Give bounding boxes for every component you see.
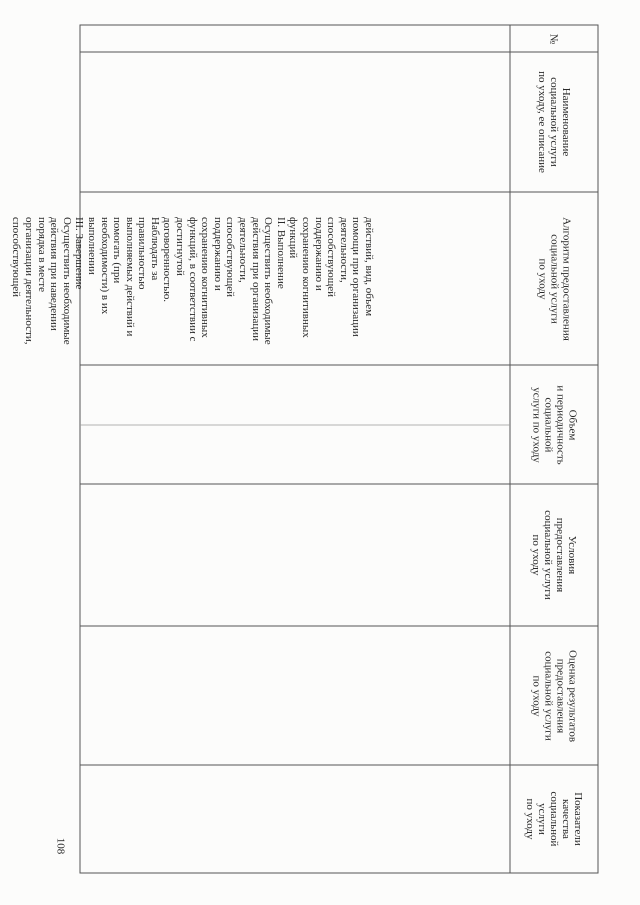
page-number: 108 <box>54 837 67 855</box>
header-conditions: Условия предоставления социальной услуги по уходу <box>530 510 578 600</box>
header-algorithm: Алгоритм предоставления социальной услуги по уходу <box>536 216 572 341</box>
header-name: Наименование социальной услуги по уходу, ее описание <box>536 71 572 173</box>
header-volume: Объем и периодичность социальной услуги по уходу <box>530 384 578 465</box>
header-evaluation: Оценка результатов предоставления социальной услуги по уходу <box>530 649 578 742</box>
header-num: № <box>547 33 560 45</box>
algorithm-cell-text: действий, вид, объем помощи при организации деятельности, способствующей поддержанию и сохранению когнитивных функций II. Выполнение Осуществить необходимые действия при организации деятельности, способствующей поддержанию и сохранению когнитивных функций, в соответствии с достигнутой договоренностью. Наблюдать за правильностью выполняемых действий и помогать (при необходимости) в их выполнении III. Завершение Осуществить необходимые действия при наведении порядка в месте организации деятельности, способствующей <box>10 217 375 345</box>
header-quality: Показатели качества социальной услуги по уходу <box>524 791 584 847</box>
